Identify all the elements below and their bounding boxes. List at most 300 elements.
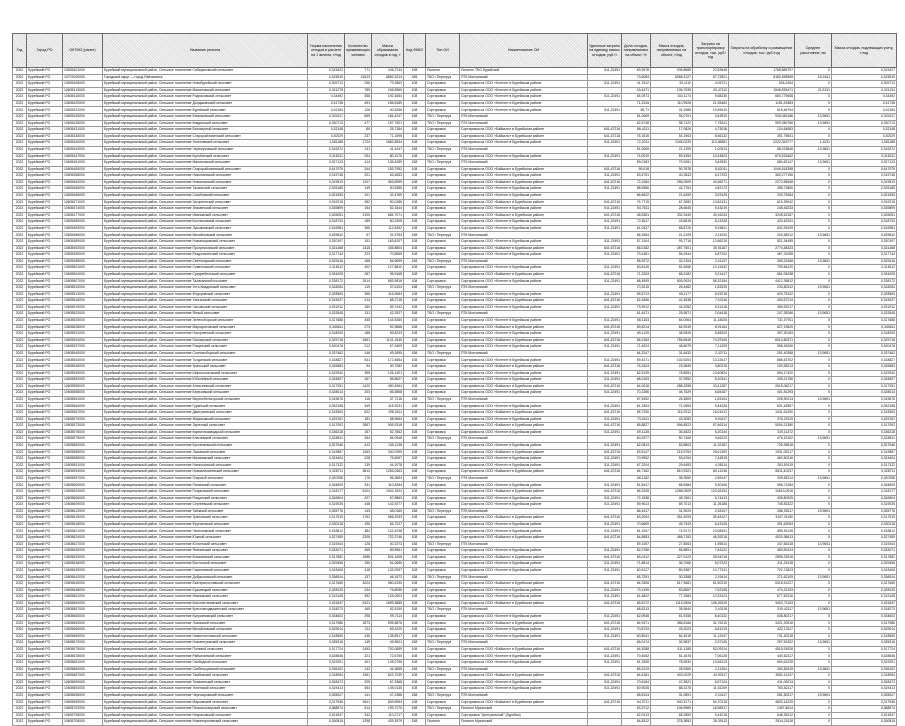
table-cell[interactable]: 631,42897 xyxy=(729,403,795,410)
table-cell[interactable]: 21,35462 xyxy=(693,100,729,107)
table-cell[interactable]: 62,0948 xyxy=(622,613,651,620)
table-cell[interactable]: 2022 xyxy=(13,521,27,528)
table-cell[interactable]: 0,318812 xyxy=(308,528,345,535)
table-cell[interactable]: 0 xyxy=(795,271,832,278)
table-cell[interactable]: 511,22491 xyxy=(588,462,622,469)
table-cell[interactable]: 2022 xyxy=(13,495,27,502)
table-cell[interactable]: Бурейский муниципальный район, Сельское поселение Маргаритовский сельсовет xyxy=(103,324,308,331)
table-cell[interactable]: 0,329455 xyxy=(832,561,897,568)
table-cell[interactable]: 615,46794 xyxy=(729,107,795,114)
table-cell[interactable]: 0,339185 xyxy=(308,186,345,193)
table-cell[interactable]: 2022 xyxy=(13,633,27,640)
table-cell[interactable]: 10605621000 xyxy=(63,528,103,535)
table-cell[interactable]: 0,316054 xyxy=(832,285,897,292)
table-cell[interactable]: 6,65187 xyxy=(693,390,729,397)
table-cell[interactable]: 6,43126 xyxy=(693,521,729,528)
table-cell[interactable]: 52,3444 xyxy=(372,206,404,213)
table-cell[interactable]: 821,94455 xyxy=(729,239,795,246)
table-cell[interactable]: 2022 xyxy=(13,304,27,311)
table-cell[interactable]: 930,082186 xyxy=(729,114,795,121)
table-cell[interactable]: Сортировка на ООО «Байкало» в Бурейском районе xyxy=(460,489,588,496)
table-cell[interactable]: 731,07911 xyxy=(729,317,795,324)
table-cell[interactable]: 66,3208 xyxy=(622,489,651,496)
table-cell[interactable]: Сортировка на ООО «Кэптэн» в Бурейском районе xyxy=(460,521,588,528)
table-cell[interactable]: ТБО / Перегруз xyxy=(426,692,460,699)
table-cell[interactable] xyxy=(588,285,622,292)
table-cell[interactable]: 709,66120 xyxy=(729,265,795,272)
table-cell[interactable]: Бурейский РО xyxy=(27,357,63,364)
table-cell[interactable]: 155 xyxy=(345,561,372,568)
table-cell[interactable]: 10605570000 xyxy=(63,416,103,423)
table-cell[interactable]: 2022 xyxy=(13,212,27,219)
table-cell[interactable]: 108 xyxy=(404,173,426,180)
table-cell[interactable]: 0,319344 xyxy=(308,541,345,548)
table-cell[interactable]: 0,332158 xyxy=(308,403,345,410)
table-cell[interactable]: 50,5386 xyxy=(372,186,404,193)
table-cell[interactable]: 2022 xyxy=(13,627,27,634)
table-cell[interactable]: 51,0069 xyxy=(622,146,651,153)
table-cell[interactable]: Бурейский муниципальный район, Сельское поселение Прогрессовский сельсовет xyxy=(103,245,308,252)
table-cell[interactable]: 10605672000 xyxy=(63,640,103,647)
table-cell[interactable]: 84,0064 xyxy=(651,317,693,324)
table-cell[interactable]: 59,0183 xyxy=(622,160,651,167)
table-cell[interactable]: 50,7408 xyxy=(651,436,693,443)
table-cell[interactable]: Бурейский РО xyxy=(27,627,63,634)
table-cell[interactable]: 10605630000 xyxy=(63,548,103,555)
table-cell[interactable]: 540,5171 xyxy=(651,699,693,706)
table-cell[interactable]: Бурейский муниципальный район, Сельское поселение Родниковский сельсовет xyxy=(103,94,308,101)
table-cell[interactable]: 511,22491 xyxy=(588,679,622,686)
table-cell[interactable]: 108 xyxy=(404,192,426,199)
table-cell[interactable]: 62,1836 xyxy=(622,298,651,305)
table-cell[interactable]: 2022 xyxy=(13,442,27,449)
table-cell[interactable]: 0 xyxy=(795,633,832,640)
table-cell[interactable]: 0,334829 xyxy=(832,482,897,489)
table-cell[interactable]: 641,67216 xyxy=(588,410,622,417)
table-cell[interactable]: Бурейский РО xyxy=(27,475,63,482)
table-cell[interactable]: Сортировка на ООО «Кэптэн» в Бурейском районе xyxy=(460,357,588,364)
table-cell[interactable]: 10605624000 xyxy=(63,535,103,542)
table-cell[interactable]: Сортировка "Центральный" (Бурейка) xyxy=(460,712,588,719)
table-cell[interactable]: 0,317665 xyxy=(832,581,897,588)
table-cell[interactable]: 2022 xyxy=(13,429,27,436)
table-cell[interactable]: 2022 xyxy=(13,344,27,351)
table-cell[interactable]: 76,1524 xyxy=(622,364,651,371)
table-cell[interactable]: 0 xyxy=(795,416,832,423)
table-cell[interactable]: 0,317688 xyxy=(308,317,345,324)
table-cell[interactable]: Сортировка на ООО «Кэптэн» в Бурейском районе xyxy=(460,548,588,555)
table-cell[interactable]: 0,329455 xyxy=(308,561,345,568)
table-cell[interactable]: 351,6293 xyxy=(651,515,693,522)
table-cell[interactable]: Бурейский муниципальный район, Сельское поселение Зеленоборский сельсовет xyxy=(103,317,308,324)
table-cell[interactable]: 3582,11247 xyxy=(729,673,795,680)
table-cell[interactable]: 2022 xyxy=(13,298,27,305)
table-cell[interactable]: Бурейский муниципальный район, Сельское поселение Ключевский сельсовет xyxy=(103,436,308,443)
table-cell[interactable]: 511,22491 xyxy=(588,660,622,667)
table-cell[interactable]: Сортировка на ООО «Кэптэн» в Бурейском районе xyxy=(460,344,588,351)
table-cell[interactable]: 10605451000 xyxy=(63,160,103,167)
table-cell[interactable]: 511,22491 xyxy=(588,206,622,213)
table-cell[interactable]: 149 xyxy=(345,640,372,647)
table-cell[interactable]: 3,80215 xyxy=(693,364,729,371)
table-cell[interactable]: 0 xyxy=(795,291,832,298)
table-cell[interactable]: 412 xyxy=(345,442,372,449)
table-cell[interactable]: Сортировка на ООО «Кэптэн» в Бурейском районе xyxy=(460,660,588,667)
table-cell[interactable]: Бурейский РО xyxy=(27,416,63,423)
table-cell[interactable]: 0,319027 xyxy=(308,298,345,305)
table-cell[interactable]: 0,317724 xyxy=(832,646,897,653)
table-cell[interactable]: 212 xyxy=(345,344,372,351)
table-cell[interactable]: 0,319413 xyxy=(308,686,345,693)
table-cell[interactable]: 1298 xyxy=(345,719,372,726)
table-cell[interactable]: 476,19102 xyxy=(729,436,795,443)
table-cell[interactable]: 63,8145 xyxy=(622,265,651,272)
table-cell[interactable]: 2022 xyxy=(13,508,27,515)
table-cell[interactable]: 0 xyxy=(795,127,832,134)
table-cell[interactable]: Сортировка на ООО «Байкало» в Бурейском районе xyxy=(460,535,588,542)
table-cell[interactable]: 0,317092 xyxy=(308,423,345,430)
table-cell[interactable]: 2022 xyxy=(13,364,27,371)
table-cell[interactable]: 108 xyxy=(404,653,426,660)
table-cell[interactable]: 0 xyxy=(795,646,832,653)
table-cell[interactable]: 405,80325 xyxy=(729,495,795,502)
table-cell[interactable]: 0,326051 xyxy=(308,212,345,219)
table-cell[interactable]: 108 xyxy=(404,712,426,719)
table-cell[interactable]: 68,1182 xyxy=(622,475,651,482)
table-cell[interactable]: 2022 xyxy=(13,186,27,193)
table-cell[interactable]: 641,67216 xyxy=(588,324,622,331)
table-cell[interactable]: Сортировка xyxy=(426,390,460,397)
table-cell[interactable]: ТБО / Перегруз xyxy=(426,114,460,121)
table-cell[interactable]: 10605501000 xyxy=(63,265,103,272)
column-header[interactable]: Масса образования отходов в год, т xyxy=(372,34,404,68)
table-cell[interactable]: 0,328472 xyxy=(832,679,897,686)
table-cell[interactable]: 61,3308 xyxy=(622,660,651,667)
table-cell[interactable]: 2022 xyxy=(13,660,27,667)
table-cell[interactable]: 101 xyxy=(345,192,372,199)
table-cell[interactable]: 10,19432 xyxy=(693,265,729,272)
table-cell[interactable]: Сортировка на ООО «Кэптэн» в Бурейском районе xyxy=(460,561,588,568)
table-cell[interactable]: 661,05438 xyxy=(729,271,795,278)
table-cell[interactable]: 2022 xyxy=(13,377,27,384)
table-cell[interactable]: ТБО / Перегруз xyxy=(426,285,460,292)
table-cell[interactable]: 10605462000 xyxy=(63,179,103,186)
table-cell[interactable]: Сортировка xyxy=(426,633,460,640)
table-cell[interactable]: 0 xyxy=(795,456,832,463)
table-cell[interactable]: Бурейский муниципальный район, Сельское поселение Ясеневский сельсовет xyxy=(103,548,308,555)
table-cell[interactable]: 511,22491 xyxy=(588,107,622,114)
table-cell[interactable]: 0,321211 xyxy=(832,87,897,94)
table-cell[interactable]: 2022 xyxy=(13,232,27,239)
table-cell[interactable]: 10605615000 xyxy=(63,515,103,522)
table-cell[interactable]: 702,71823 xyxy=(729,567,795,574)
table-cell[interactable]: 448 xyxy=(345,502,372,509)
table-cell[interactable]: 158 xyxy=(404,640,426,647)
table-cell[interactable]: 70,4062 xyxy=(622,653,651,660)
table-cell[interactable]: 2022 xyxy=(13,581,27,588)
table-cell[interactable]: 491 xyxy=(345,100,372,107)
table-cell[interactable]: 108 xyxy=(404,660,426,667)
table-cell[interactable]: 10605708000 xyxy=(63,719,103,726)
table-cell[interactable]: Бурейский муниципальный район, Сельское поселение Екатеринославский сельсовет xyxy=(103,581,308,588)
table-cell[interactable]: Бурейский муниципальный район, Сельское поселение Талаканский поссовет xyxy=(103,278,308,285)
table-cell[interactable]: 596,8522 xyxy=(651,423,693,430)
table-cell[interactable]: 2022 xyxy=(13,291,27,298)
table-cell[interactable]: Сортировка xyxy=(426,673,460,680)
table-cell[interactable]: Сортировка xyxy=(426,153,460,160)
table-cell[interactable]: Бурейский РО xyxy=(27,502,63,509)
table-cell[interactable]: Сортировка на ООО «Кэптэн» в Бурейском районе xyxy=(460,390,588,397)
table-cell[interactable]: 10605510000 xyxy=(63,285,103,292)
table-cell[interactable]: ТБО / Перегруз xyxy=(426,160,460,167)
table-cell[interactable]: 0 xyxy=(795,699,832,706)
table-cell[interactable]: Бурейский РО xyxy=(27,390,63,397)
table-cell[interactable]: Бурейский РО xyxy=(27,127,63,134)
table-cell[interactable]: 356 xyxy=(345,225,372,232)
table-cell[interactable]: 7,42815 xyxy=(693,456,729,463)
table-cell[interactable] xyxy=(588,436,622,443)
table-cell[interactable]: 108 xyxy=(404,199,426,206)
table-cell[interactable]: Бурейский РО xyxy=(27,133,63,140)
table-cell[interactable]: 70,3215 xyxy=(622,285,651,292)
table-cell[interactable] xyxy=(588,87,622,94)
table-cell[interactable]: 93,7716 xyxy=(651,239,693,246)
table-cell[interactable]: 10,60824 xyxy=(693,370,729,377)
table-cell[interactable]: 2022 xyxy=(13,396,27,403)
table-cell[interactable]: Бурейский муниципальный район, Сельское поселение Хинганский сельсовет xyxy=(103,298,308,305)
table-cell[interactable]: Сортировка на ООО «Кэптэн» в Бурейском районе xyxy=(460,613,588,620)
table-cell[interactable]: 65,8124 xyxy=(622,692,651,699)
table-cell[interactable]: Сортировка xyxy=(426,127,460,134)
table-cell[interactable]: 64,5288 xyxy=(622,646,651,653)
table-cell[interactable]: 677,52316 xyxy=(729,594,795,601)
table-cell[interactable]: 59,8233 xyxy=(372,331,404,338)
table-cell[interactable]: 188 xyxy=(345,331,372,338)
table-cell[interactable]: Бурейский муниципальный район, Сельское поселение Костюковский сельсовет xyxy=(103,219,308,226)
table-cell[interactable]: 13,9651 xyxy=(795,120,832,127)
table-cell[interactable]: Сортировка на ООО «Кэптэн» в Бурейском районе xyxy=(460,291,588,298)
table-cell[interactable]: 10605639000 xyxy=(63,567,103,574)
table-cell[interactable]: Сортировка xyxy=(426,225,460,232)
table-cell[interactable]: 9,33841 xyxy=(693,225,729,232)
table-cell[interactable]: Бурейский муниципальный район, Сельское поселение Николаевский сельсовет xyxy=(103,173,308,180)
table-cell[interactable]: 342 xyxy=(345,712,372,719)
table-cell[interactable]: 69,8214 xyxy=(622,324,651,331)
table-cell[interactable]: 78,5530 xyxy=(651,660,693,667)
table-cell[interactable]: 158 xyxy=(404,68,426,75)
table-cell[interactable]: Сортировка на ООО «Кэптэн» в Бурейском районе xyxy=(460,482,588,489)
table-cell[interactable]: 53,6764 xyxy=(651,456,693,463)
table-cell[interactable]: 0,336914 xyxy=(308,574,345,581)
table-cell[interactable]: 10605543000 xyxy=(63,357,103,364)
table-cell[interactable]: 72,8117 xyxy=(622,219,651,226)
table-cell[interactable]: Бурейский муниципальный район, Сельское поселение Гуранский сельсовет xyxy=(103,403,308,410)
table-cell[interactable]: 731,40218 xyxy=(729,633,795,640)
table-cell[interactable]: 1699,3885 xyxy=(372,600,404,607)
table-cell[interactable]: 0 xyxy=(795,100,832,107)
table-cell[interactable]: Бурейский муниципальный район, Сельское поселение Чагоянский сельсовет xyxy=(103,304,308,311)
table-cell[interactable]: 2022 xyxy=(13,225,27,232)
table-cell[interactable]: 511,22491 xyxy=(588,344,622,351)
table-cell[interactable]: 66,0182 xyxy=(622,245,651,252)
table-cell[interactable]: 108 xyxy=(404,528,426,535)
table-cell[interactable]: 0,329014 xyxy=(832,627,897,634)
table-cell[interactable]: 10605504000 xyxy=(63,271,103,278)
table-cell[interactable]: 0 xyxy=(795,383,832,390)
table-cell[interactable]: Сортировка на ООО «Байкало» в Бурейском районе xyxy=(460,212,588,219)
table-cell[interactable]: Бурейский муниципальный район, Сельское поселение Куприяновский сельсовет xyxy=(103,613,308,620)
table-cell[interactable]: 64,2247 xyxy=(622,350,651,357)
table-cell[interactable]: Сортировка xyxy=(426,239,460,246)
table-cell[interactable]: 2022 xyxy=(13,587,27,594)
table-cell[interactable]: 0,331604 xyxy=(832,456,897,463)
table-cell[interactable]: 10605471000 xyxy=(63,199,103,206)
table-cell[interactable] xyxy=(588,396,622,403)
table-cell[interactable]: Бурейский муниципальный район, Сельское поселение Нижнеполтавский сельсовет xyxy=(103,633,308,640)
table-cell[interactable]: 1,83104 xyxy=(693,396,729,403)
table-cell[interactable]: 10605558000 xyxy=(63,390,103,397)
table-cell[interactable]: 65,2219 xyxy=(622,666,651,673)
table-cell[interactable]: ТБО / Перегруз xyxy=(426,120,460,127)
table-cell[interactable]: 2022 xyxy=(13,600,27,607)
table-cell[interactable]: Сортировка xyxy=(426,548,460,555)
table-cell[interactable]: 57,72821 xyxy=(693,74,729,81)
table-cell[interactable]: ПТК Мончинский xyxy=(460,692,588,699)
table-cell[interactable]: 10605528000 xyxy=(63,324,103,331)
table-cell[interactable]: 25,4809 xyxy=(651,396,693,403)
table-cell[interactable]: Бурейский муниципальный район, Сельское поселение Рощинский сельсовет xyxy=(103,495,308,502)
table-cell[interactable]: 68,4509 xyxy=(622,278,651,285)
table-cell[interactable]: 0,330815 xyxy=(832,719,897,726)
table-cell[interactable]: 0,388574 xyxy=(832,706,897,713)
table-cell[interactable]: Сортировка на ООО «Кэптэн» в Бурейском районе xyxy=(460,442,588,449)
table-cell[interactable]: Сортировка на ООО «Кэптэн» в Бурейском районе xyxy=(460,528,588,535)
table-cell[interactable]: 0,330218 xyxy=(308,521,345,528)
table-cell[interactable]: 2206 xyxy=(345,535,372,542)
table-cell[interactable]: 10605489000 xyxy=(63,239,103,246)
table-cell[interactable]: 391,62054 xyxy=(729,521,795,528)
table-cell[interactable]: 234 xyxy=(345,587,372,594)
table-cell[interactable]: 65,1177 xyxy=(651,291,693,298)
table-cell[interactable]: 71,6324 xyxy=(622,344,651,351)
table-cell[interactable]: 158 xyxy=(404,146,426,153)
table-cell[interactable]: 233,75284 xyxy=(729,192,795,199)
table-cell[interactable]: 108 xyxy=(404,699,426,706)
table-cell[interactable]: 5,88320 xyxy=(693,331,729,338)
table-cell[interactable]: 72,2011 xyxy=(622,140,651,147)
table-cell[interactable]: 70,9952 xyxy=(622,456,651,463)
table-cell[interactable] xyxy=(588,160,622,167)
table-cell[interactable]: 37,9952 xyxy=(651,377,693,384)
table-cell[interactable]: Сортировка на ООО «Кэптэн» в Бурейском районе xyxy=(460,502,588,509)
table-cell[interactable]: 64,9249 xyxy=(651,324,693,331)
table-cell[interactable]: 0 xyxy=(795,173,832,180)
table-cell[interactable]: 0,334507 xyxy=(832,377,897,384)
table-cell[interactable]: 31,9753 xyxy=(372,232,404,239)
table-cell[interactable]: Сортировка на ООО «Кэптэн» в Бурейском районе xyxy=(460,252,588,259)
table-cell[interactable]: 883,9816 xyxy=(372,278,404,285)
column-header[interactable]: Среднее расстояние, км xyxy=(795,34,832,68)
table-cell[interactable]: 0 xyxy=(795,653,832,660)
table-cell[interactable]: ПТК Мончинский xyxy=(460,311,588,318)
table-cell[interactable]: 0 xyxy=(795,502,832,509)
table-cell[interactable]: 10605690000 xyxy=(63,679,103,686)
table-cell[interactable]: 67,3368 xyxy=(372,679,404,686)
table-cell[interactable]: Бурейский РО xyxy=(27,646,63,653)
table-cell[interactable]: 10605534000 xyxy=(63,337,103,344)
table-cell[interactable]: Сортировка xyxy=(426,364,460,371)
table-cell[interactable]: 2022 xyxy=(13,567,27,574)
table-cell[interactable]: 298 xyxy=(345,613,372,620)
table-cell[interactable]: Бурейский муниципальный район, Сельское поселение Заречный сельсовет xyxy=(103,423,308,430)
table-cell[interactable]: Сортировка xyxy=(426,442,460,449)
table-cell[interactable]: Бурейский РО xyxy=(27,607,63,614)
table-cell[interactable]: 10605525000 xyxy=(63,317,103,324)
table-cell[interactable]: 0,321847 xyxy=(832,712,897,719)
table-cell[interactable]: Сортировка xyxy=(426,370,460,377)
table-cell[interactable]: Сортировка xyxy=(426,613,460,620)
table-cell[interactable]: 59,7442 xyxy=(372,304,404,311)
table-cell[interactable]: 205 xyxy=(345,679,372,686)
table-cell[interactable]: 305,22468 xyxy=(729,258,795,265)
table-cell[interactable]: Бурейский РО xyxy=(27,410,63,417)
table-cell[interactable]: 2022 xyxy=(13,528,27,535)
table-cell[interactable]: 771 xyxy=(345,68,372,75)
table-cell[interactable]: 108 xyxy=(404,620,426,627)
table-cell[interactable]: 10605507000 xyxy=(63,278,103,285)
table-cell[interactable]: 10605420000 xyxy=(63,100,103,107)
table-cell[interactable]: Бурейский муниципальный район, Сельское поселение Евгеньевский сельсовет xyxy=(103,114,308,121)
table-cell[interactable]: Бурейский муниципальный район, Сельское поселение Ерковецкий сельсовет xyxy=(103,587,308,594)
table-cell[interactable]: 0,32164 xyxy=(832,107,897,114)
table-cell[interactable]: 80 xyxy=(345,127,372,134)
table-cell[interactable]: 10605579000 xyxy=(63,436,103,443)
table-cell[interactable]: 10605705000 xyxy=(63,712,103,719)
table-cell[interactable]: 402 xyxy=(345,265,372,272)
table-cell[interactable]: 0 xyxy=(795,81,832,88)
table-cell[interactable]: 0,311275 xyxy=(308,87,345,94)
table-cell[interactable]: 0,309712 xyxy=(832,81,897,88)
table-cell[interactable]: 0 xyxy=(795,370,832,377)
table-cell[interactable]: 67,5863 xyxy=(372,495,404,502)
table-cell[interactable]: 10605480000 xyxy=(63,219,103,226)
table-cell[interactable]: ПТК Мончинский xyxy=(460,607,588,614)
table-cell[interactable]: Сортировка xyxy=(426,377,460,384)
table-cell[interactable]: Бурейский муниципальный район, Сельское поселение Уральский сельсовет xyxy=(103,364,308,371)
table-cell[interactable]: 108 xyxy=(404,133,426,140)
table-cell[interactable]: Бурейский РО xyxy=(27,403,63,410)
table-cell[interactable]: 0 xyxy=(795,68,832,75)
table-cell[interactable]: Бурейский РО xyxy=(27,377,63,384)
table-cell[interactable]: 2022 xyxy=(13,94,27,101)
table-cell[interactable]: 511,22491 xyxy=(588,331,622,338)
table-cell[interactable]: Бурейский РО xyxy=(27,107,63,114)
table-cell[interactable]: 0,331468 xyxy=(308,245,345,252)
table-cell[interactable]: 141 xyxy=(345,692,372,699)
table-cell[interactable] xyxy=(588,666,622,673)
table-cell[interactable]: Бурейский муниципальный район, Сельское поселение Дмитриевский сельсовет xyxy=(103,410,308,417)
table-cell[interactable]: 398,73806 xyxy=(729,186,795,193)
table-cell[interactable]: 61,6822 xyxy=(622,594,651,601)
table-cell[interactable]: 694,17420 xyxy=(729,370,795,377)
table-cell[interactable]: 56,2944 xyxy=(651,252,693,259)
table-cell[interactable]: Бурейский РО xyxy=(27,706,63,713)
table-cell[interactable]: Бурейский РО xyxy=(27,561,63,568)
table-cell[interactable]: 2022 xyxy=(13,449,27,456)
table-cell[interactable]: 0 xyxy=(795,442,832,449)
table-cell[interactable]: ТБО / Перегруз xyxy=(426,350,460,357)
table-cell[interactable]: 10605588000 xyxy=(63,456,103,463)
